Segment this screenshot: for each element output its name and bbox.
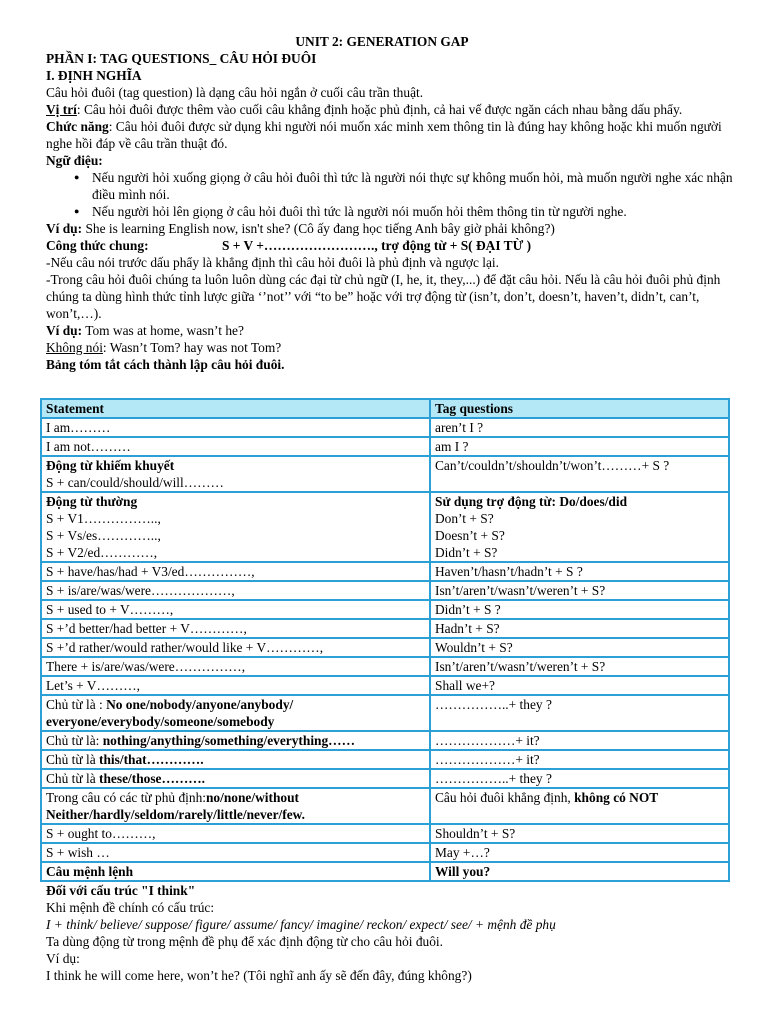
tag-cell xyxy=(430,619,729,638)
table-row xyxy=(41,676,729,695)
cell-line: Can’t/couldn’t/shouldn’t/won’t………+ S ? xyxy=(435,458,670,473)
tag-cell xyxy=(430,638,729,657)
i-think-title: Đối với cấu trúc "I think" xyxy=(46,883,196,898)
cell-prefix: Chủ từ là xyxy=(46,771,100,786)
tag-cell xyxy=(430,657,729,676)
cell-prefix: Chủ từ là: xyxy=(46,733,103,748)
table-row xyxy=(41,657,729,676)
cell-line: S + V2/ed…………, xyxy=(46,545,158,560)
statement-cell xyxy=(41,437,430,456)
cell-line: Isn’t/aren’t/wasn’t/weren’t + S? xyxy=(435,659,606,674)
intonation-label: Ngữ điệu: xyxy=(46,153,103,168)
dont-say-label: Không nói xyxy=(46,340,103,355)
cell-bold-line: Will you? xyxy=(435,864,491,879)
example2 xyxy=(46,322,736,339)
table-row xyxy=(41,600,729,619)
rule1: -Nếu câu nói trước dấu phẩy là khẳng định thì câu hỏi đuôi là phủ định và ngược lại. xyxy=(46,255,499,270)
intonation-list xyxy=(46,169,736,220)
table-row xyxy=(41,843,729,862)
statement-cell xyxy=(41,619,430,638)
i-think-example: I think he will come here, won’t he? (Tôi nghĩ anh ấy sẽ đến đây, đúng không?) xyxy=(46,968,472,983)
statement-cell xyxy=(41,769,430,788)
cell-line: Wouldn’t + S? xyxy=(435,640,513,655)
tag-cell xyxy=(430,492,729,562)
table-body xyxy=(41,418,729,881)
cell-bold-line: Câu mệnh lệnh xyxy=(46,864,134,879)
cell-line: S +’d rather/would rather/would like + V…………, xyxy=(46,640,324,655)
intonation-bullet: ● Nếu người hỏi lên giọng ở câu hỏi đuôi thì tức là người nói muốn hỏi thêm thông tin từ người nghe. xyxy=(92,203,736,220)
cell-bold-text: no/none/without Neither/hardly/seldom/rarely/little/never/few. xyxy=(46,790,305,822)
formula-text: S + V +……………………., trợ động từ + S( ĐẠI TỪ ) xyxy=(222,238,532,253)
cell-prefix: Câu hỏi đuôi khẳng định, xyxy=(435,790,575,805)
document-page xyxy=(46,33,736,984)
statement-cell xyxy=(41,731,430,750)
tag-cell xyxy=(430,562,729,581)
table-row xyxy=(41,695,729,731)
statement-cell xyxy=(41,418,430,437)
cell-prefix: Trong câu có các từ phủ định: xyxy=(46,790,206,805)
cell-line: Doesn’t + S? xyxy=(435,528,505,543)
table-row xyxy=(41,581,729,600)
example1-text: She is learning English now, isn't she? (Cô ấy đang học tiếng Anh bây giờ phải không?) xyxy=(82,221,555,236)
cell-bold-line: Động từ thường xyxy=(46,494,138,509)
unit-title: UNIT 2: GENERATION GAP xyxy=(295,34,469,49)
cell-bold-line: Động từ khiếm khuyết xyxy=(46,458,175,473)
cell-bold-text: these/those………. xyxy=(99,771,206,786)
statement-cell xyxy=(41,600,430,619)
statement-cell xyxy=(41,562,430,581)
cell-line: I am……… xyxy=(46,420,111,435)
position-paragraph xyxy=(46,101,736,118)
tag-cell xyxy=(430,600,729,619)
tag-question-table xyxy=(40,398,730,882)
cell-line: S + is/are/was/were………………, xyxy=(46,583,235,598)
statement-cell xyxy=(41,456,430,492)
cell-line: S +’d better/had better + V…………, xyxy=(46,621,247,636)
cell-line: Shouldn’t + S? xyxy=(435,826,516,841)
tag-cell xyxy=(430,750,729,769)
statement-cell xyxy=(41,581,430,600)
rule2: -Trong câu hỏi đuôi chúng ta luôn luôn dùng các đại từ chủ ngữ (I, he, it, they,...) để đặt câu hỏi. Nếu là câu hỏi đuôi phủ định chúng ta dùng hình thức tỉnh lược giữa ‘’not’’ với “to be” hoặc với trợ động từ (isn’t, don’t, doesn’t, haven’t, didn’t, can’t, won’t,…). xyxy=(46,272,721,321)
table-row xyxy=(41,750,729,769)
cell-line: aren’t I ? xyxy=(435,420,484,435)
function-label: Chức năng xyxy=(46,119,109,134)
cell-prefix: Chủ từ là : xyxy=(46,697,107,712)
cell-line: Didn’t + S ? xyxy=(435,602,501,617)
i-think-structure: I + think/ believe/ suppose/ figure/ assume/ fancy/ imagine/ reckon/ expect/ see/ + mệnh đề phụ xyxy=(46,917,556,932)
cell-line: Let’s + V………, xyxy=(46,678,140,693)
cell-bold-text: this/that…………. xyxy=(99,752,204,767)
tag-cell xyxy=(430,581,729,600)
cell-line: am I ? xyxy=(435,439,469,454)
cell-line: May +…? xyxy=(435,845,490,860)
example1 xyxy=(46,220,736,237)
part-title: PHẦN I: TAG QUESTIONS_ CÂU HỎI ĐUÔI xyxy=(46,51,317,66)
position-text: : Câu hỏi đuôi được thêm vào cuối câu khẳng định hoặc phủ định, cả hai vế được ngăn cách nhau bằng dấu phẩy. xyxy=(76,102,683,117)
cell-line: ………………+ it? xyxy=(435,752,540,767)
dont-say-text: : Wasn’t Tom? hay was not Tom? xyxy=(102,340,282,355)
table-row xyxy=(41,418,729,437)
statement-cell xyxy=(41,695,430,731)
i-think-line1: Khi mệnh đề chính có cấu trúc: xyxy=(46,900,215,915)
statement-cell xyxy=(41,843,430,862)
summary-title: Bảng tóm tắt cách thành lập câu hỏi đuôi. xyxy=(46,357,285,372)
tag-cell xyxy=(430,788,729,824)
statement-cell xyxy=(41,750,430,769)
table-row xyxy=(41,862,729,881)
cell-prefix: Chủ từ là xyxy=(46,752,100,767)
statement-cell xyxy=(41,638,430,657)
example1-label: Ví dụ: xyxy=(46,221,83,236)
tag-cell xyxy=(430,456,729,492)
i-think-section xyxy=(46,882,736,984)
cell-line: Don’t + S? xyxy=(435,511,494,526)
table-header-row xyxy=(41,399,729,418)
formula-label: Công thức chung: xyxy=(46,238,149,253)
cell-line: S + wish … xyxy=(46,845,110,860)
cell-line xyxy=(46,770,425,787)
cell-line: ……………..+ they ? xyxy=(435,771,552,786)
cell-line: S + can/could/should/will……… xyxy=(46,475,224,490)
cell-line: Shall we+? xyxy=(435,678,495,693)
table-row xyxy=(41,788,729,824)
tag-cell xyxy=(430,731,729,750)
section-title: I. ĐỊNH NGHĨA xyxy=(46,68,142,83)
table-row xyxy=(41,824,729,843)
statement-cell xyxy=(41,824,430,843)
cell-line xyxy=(46,696,425,730)
tag-cell xyxy=(430,843,729,862)
cell-line: I am not……… xyxy=(46,439,131,454)
cell-line: S + used to + V………, xyxy=(46,602,174,617)
statement-cell xyxy=(41,788,430,824)
header-tag-questions: Tag questions xyxy=(430,399,729,418)
cell-line: Isn’t/aren’t/wasn’t/weren’t + S? xyxy=(435,583,606,598)
intonation-bullet: ● Nếu người hỏi xuống giọng ở câu hỏi đuôi thì tức là người nói thực sự không muốn hỏi, mà muốn người nghe xác nhận điều mình nói. xyxy=(92,169,736,203)
table-row xyxy=(41,619,729,638)
tag-cell xyxy=(430,695,729,731)
i-think-line3: Ta dùng động từ trong mệnh đề phụ để xác định động từ cho câu hỏi đuôi. xyxy=(46,934,443,949)
table-row xyxy=(41,562,729,581)
cell-line xyxy=(46,751,425,768)
position-label: Vị trí xyxy=(46,102,77,117)
cell-line xyxy=(46,789,425,823)
cell-line xyxy=(46,732,425,749)
cell-line: ……………..+ they ? xyxy=(435,697,552,712)
cell-line: ………………+ it? xyxy=(435,733,540,748)
cell-line: S + have/has/had + V3/ed……………, xyxy=(46,564,255,579)
cell-bold-text: không có NOT xyxy=(574,790,659,805)
definition-intro: Câu hỏi đuôi (tag question) là dạng câu hỏi ngắn ở cuối câu trần thuật. xyxy=(46,85,424,100)
statement-cell xyxy=(41,492,430,562)
cell-bold-line: Sử dụng trợ động từ: Do/does/did xyxy=(435,494,628,509)
cell-line: There + is/are/was/were……………, xyxy=(46,659,246,674)
formula-line xyxy=(46,237,736,254)
example2-label: Ví dụ: xyxy=(46,323,83,338)
function-text: : Câu hỏi đuôi được sử dụng khi người nói muốn xác minh xem thông tin là đúng hay không hoặc khi muốn người nghe hồi đáp về câu trần thuật đó. xyxy=(46,119,722,151)
spacer xyxy=(46,373,736,398)
statement-cell xyxy=(41,862,430,881)
tag-cell xyxy=(430,824,729,843)
table-row xyxy=(41,492,729,562)
tag-cell xyxy=(430,769,729,788)
table-row xyxy=(41,769,729,788)
cell-line: Haven’t/hasn’t/hadn’t + S ? xyxy=(435,564,583,579)
header-statement: Statement xyxy=(41,399,430,418)
tag-cell xyxy=(430,676,729,695)
table-row xyxy=(41,456,729,492)
cell-line: Hadn’t + S? xyxy=(435,621,500,636)
tag-cell xyxy=(430,862,729,881)
tag-cell xyxy=(430,418,729,437)
cell-line: Didn’t + S? xyxy=(435,545,498,560)
cell-bold-text: No one/nobody/anyone/anybody/ everyone/everybody/someone/somebody xyxy=(46,697,294,729)
function-paragraph xyxy=(46,118,736,152)
cell-line: S + V1…………….., xyxy=(46,511,161,526)
table-row xyxy=(41,638,729,657)
tag-cell xyxy=(430,437,729,456)
cell-line xyxy=(435,789,724,806)
statement-cell xyxy=(41,676,430,695)
cell-line: S + ought to………, xyxy=(46,826,156,841)
statement-cell xyxy=(41,657,430,676)
example2-text: Tom was at home, wasn’t he? xyxy=(82,323,244,338)
table-row xyxy=(41,437,729,456)
dont-say xyxy=(46,339,736,356)
i-think-line4: Ví dụ: xyxy=(46,951,80,966)
cell-line: S + Vs/es………….., xyxy=(46,528,161,543)
cell-bold-text: nothing/anything/something/everything…… xyxy=(102,733,355,748)
table-row xyxy=(41,731,729,750)
